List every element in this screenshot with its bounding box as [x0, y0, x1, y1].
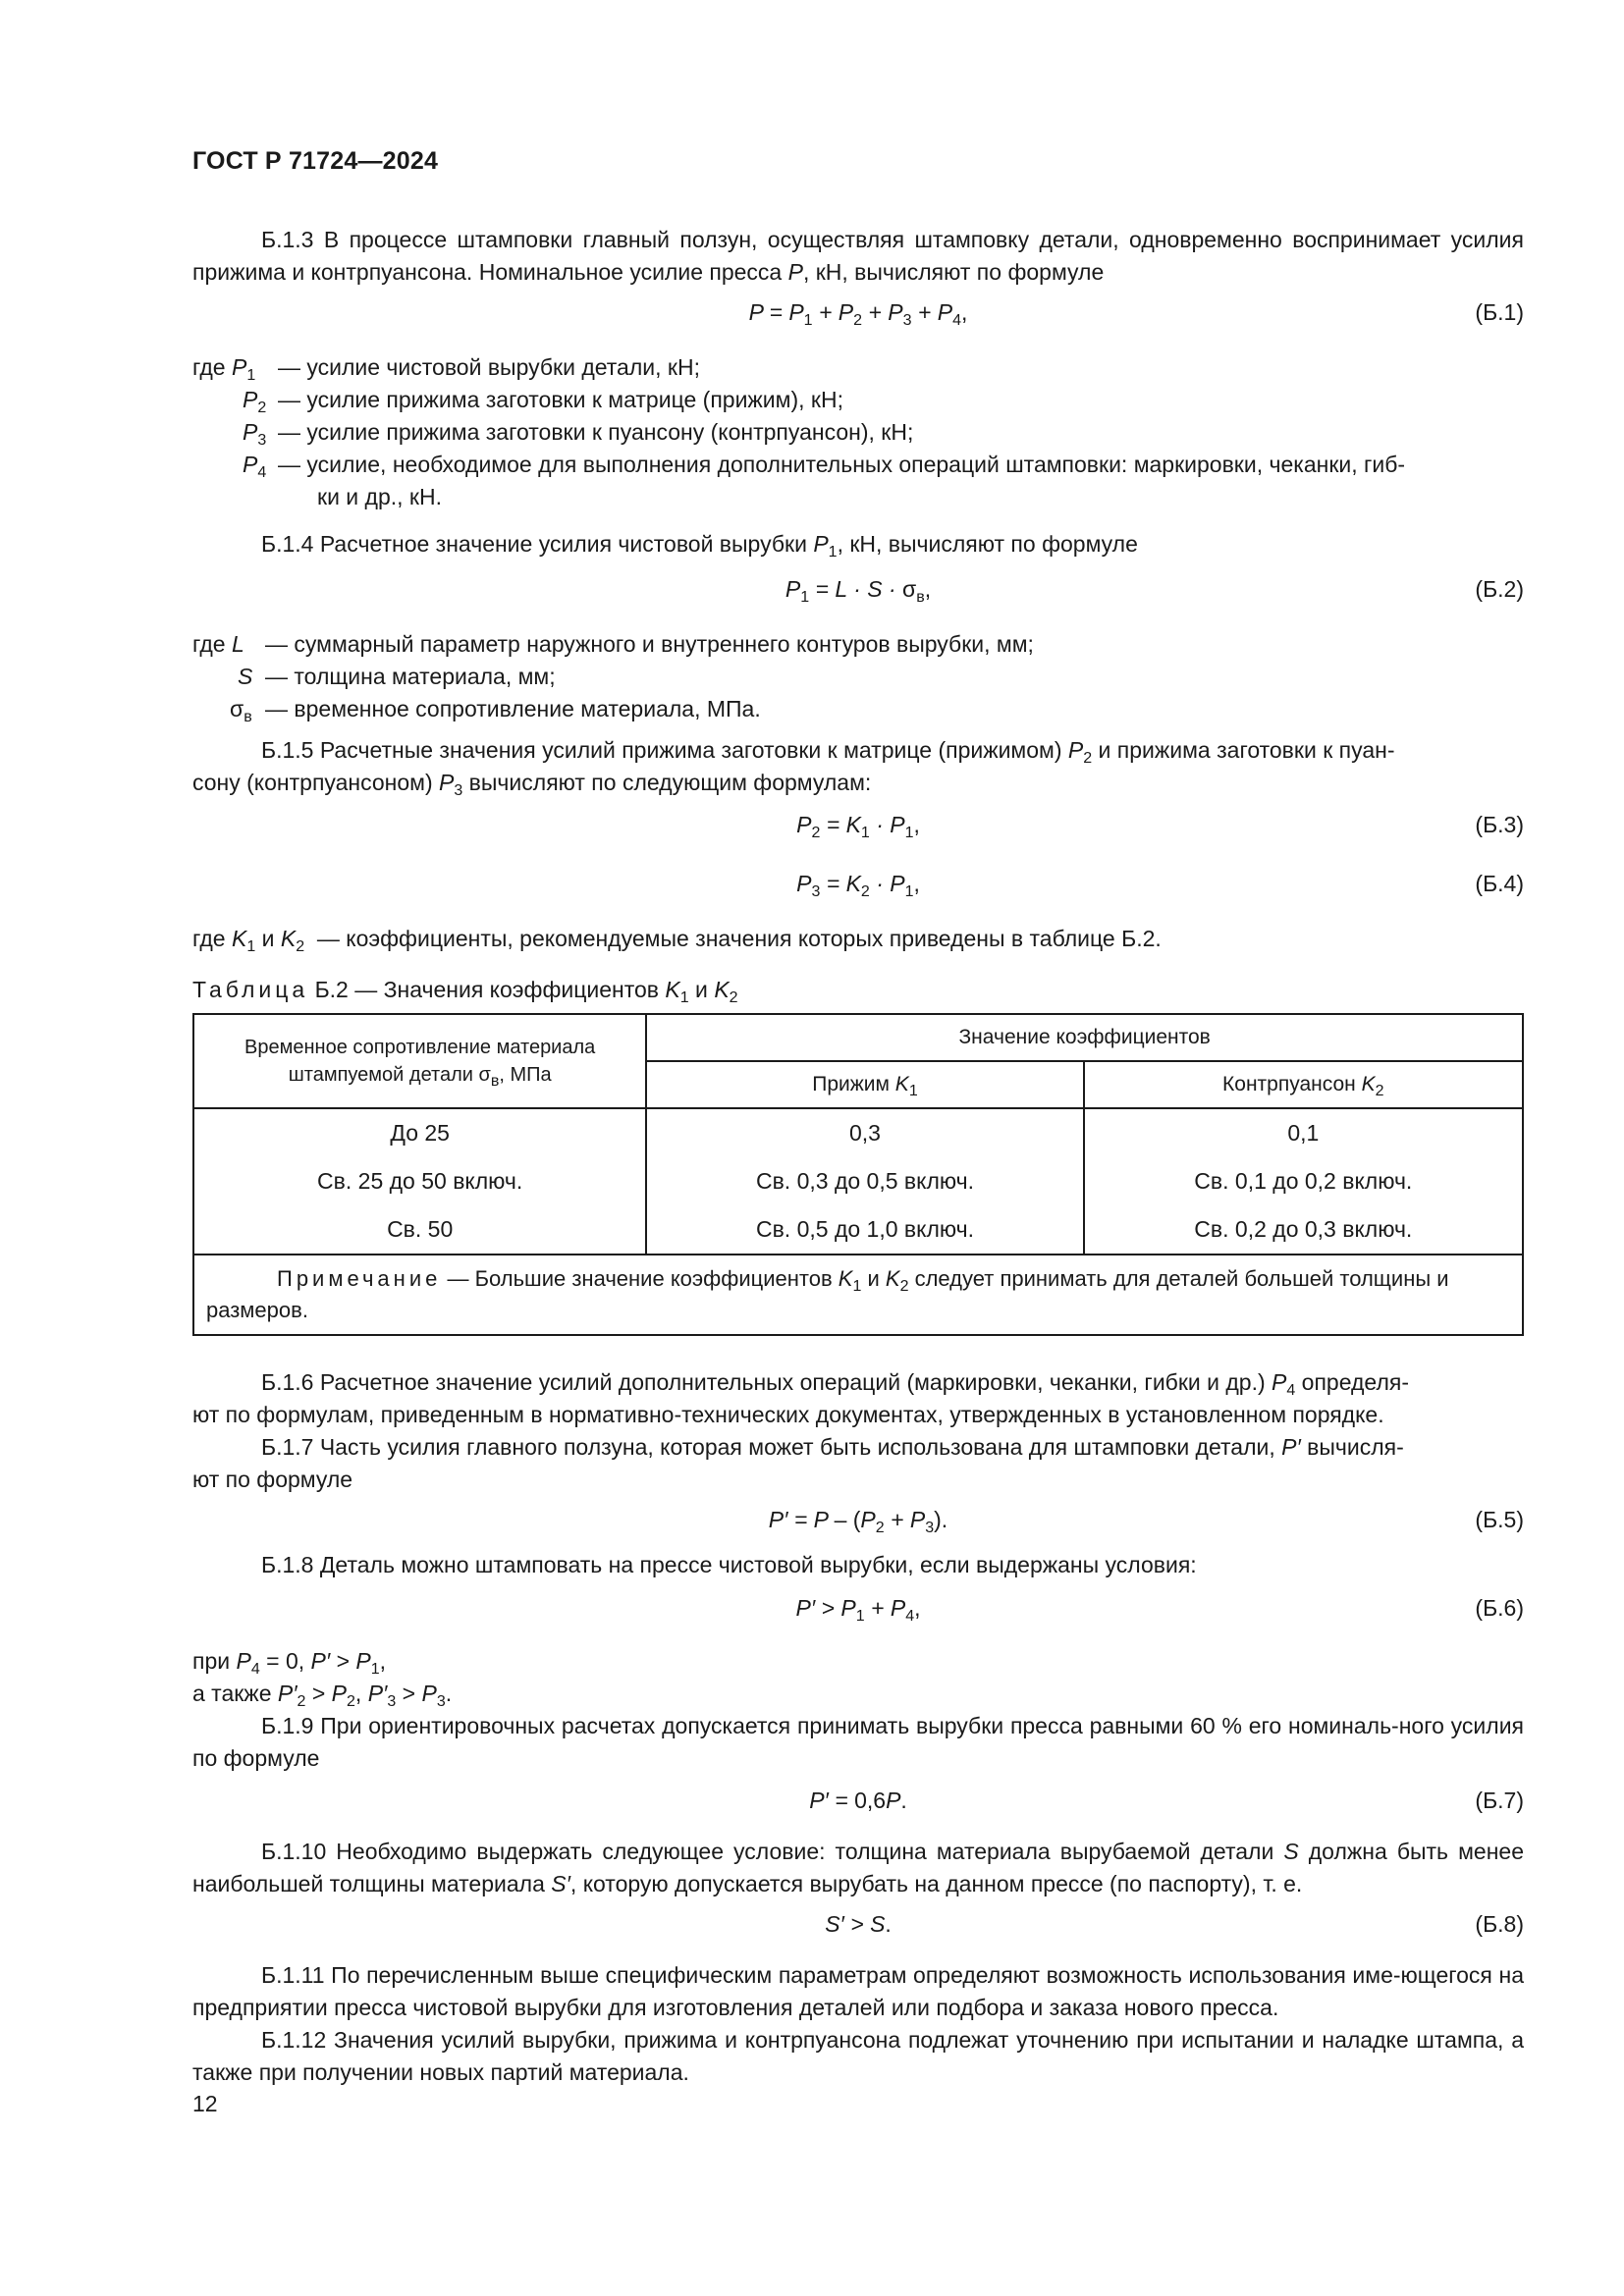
- table-note-row: [193, 1255, 1523, 1335]
- paragraph-b18: Б.1.8 Деталь можно штамповать на прессе чистовой вырубки, если выдержаны условия:: [261, 1552, 1197, 1577]
- coefficients-table: [192, 1013, 1524, 1336]
- paragraph-b111: Б.1.11 По перечисленным выше специфическим параметрам определяют возможность использования име-ющегося на предприятии пресса чистовой вырубки для изготовления деталей или подбора и заказа нового пресса.: [192, 1962, 1524, 2020]
- paragraph-b15: Б.1.5 Расчетные значения усилий прижима заготовки к матрице (прижимом) $P_2$ и прижима заготовки к пуан-: [261, 737, 1395, 767]
- paragraph-b17: Б.1.7 Часть усилия главного ползуна, которая может быть использована для штамповки детали, P′ вычисля-: [261, 1434, 1404, 1460]
- formula-b5: $P' = P - (P_2 + P_3)$. (Б.5): [192, 1502, 1524, 1537]
- formula-number: (Б.2): [1475, 576, 1524, 602]
- table-row: Св. 50 Св. 0,5 до 1,0 включ. Св. 0,2 до 0,3 включ.: [193, 1205, 1523, 1255]
- table-header-group: Значение коэффициентов: [646, 1014, 1523, 1061]
- formula-number: (Б.8): [1475, 1911, 1524, 1937]
- page-number: 12: [192, 2091, 218, 2116]
- table-header-col2: Прижим $K_1$: [646, 1061, 1083, 1108]
- formula-number: (Б.1): [1475, 299, 1524, 325]
- formula-b6: $P' > P_1 + P_4$, (Б.6): [192, 1590, 1524, 1626]
- paragraph-b15-line2: сону (контрпуансоном) $P_3$ вычисляют по следующим формулам:: [192, 770, 872, 799]
- table-row: Св. 25 до 50 включ. Св. 0,3 до 0,5 включ. Св. 0,1 до 0,2 включ.: [193, 1157, 1523, 1205]
- formula-number: (Б.3): [1475, 812, 1524, 837]
- formula-b4: $P_3 = K_2 \cdot P_1$, (Б.4): [192, 866, 1524, 901]
- formula-b2: $P_1 = L \cdot S \cdot \sigma_в$, (Б.2): [192, 571, 1524, 607]
- formula-b7: P′ = 0,6P. (Б.7): [192, 1783, 1524, 1818]
- where-list-3: где $K_1$ и $K_2$ — коэффициенты, рекомендуемые значения которых приведены в таблице Б.2.: [192, 926, 1162, 955]
- paragraph-b17-line2: ют по формуле: [192, 1467, 353, 1492]
- formula-b3: $P_2 = K_1 \cdot P_1$, (Б.3): [192, 807, 1524, 842]
- paragraph-b112: Б.1.12 Значения усилий вырубки, прижима и контрпуансона подлежат уточнению при испытании и наладке штампа, а также при получении новых партий материала.: [192, 2027, 1524, 2085]
- paragraph-b19: Б.1.9 При ориентировочных расчетах допускается принимать вырубки пресса равными 60 % его номиналь-ного усилия по формуле: [192, 1713, 1524, 1771]
- paragraph-b16: Б.1.6 Расчетное значение усилий дополнительных операций (маркировки, чеканки, гибки и др.) $P_4$ определя-: [261, 1369, 1409, 1399]
- table-caption: Таблица Б.2 — Значения коэффициентов $K_1$ и $K_2$: [192, 977, 738, 1006]
- document-header: ГОСТ Р 71724—2024: [192, 147, 439, 175]
- table-note: Примечание — Большие значение коэффициентов $K_1$ и $K_2$ следует принимать для деталей большей толщины и размеров.: [193, 1255, 1523, 1335]
- table-row: До 25 0,3 0,1: [193, 1108, 1523, 1157]
- formula-number: (Б.6): [1475, 1595, 1524, 1621]
- condition-line-1: при $P_4 = 0$, $P' > P_1$,: [192, 1648, 387, 1678]
- formula-number: (Б.5): [1475, 1507, 1524, 1532]
- formula-b1: $P = P_1 + P_2 + P_3 + P_4$, (Б.1): [192, 294, 1524, 330]
- paragraph-b110: Б.1.10 Необходимо выдержать следующее условие: толщина материала вырубаемой детали S должна быть менее наибольшей толщины материала S′, которую допускается вырубать на данном прессе (по паспорту), т. е.: [192, 1839, 1524, 1896]
- paragraph-b16-line2: ют по формулам, приведенным в нормативно-технических документах, утвержденных в установленном порядке.: [192, 1402, 1384, 1427]
- paragraph-b14: Б.1.4 Расчетное значение усилия чистовой вырубки $P_1$, кН, вычисляют по формуле: [261, 531, 1138, 561]
- table-header-col3: Контрпуансон $K_2$: [1084, 1061, 1523, 1108]
- formula-number: (Б.4): [1475, 871, 1524, 896]
- paragraph-b13: Б.1.3 В процессе штамповки главный ползун, осуществляя штамповку детали, одновременно воспринимает усилия прижима и контрпуансона. Номинальное усилие пресса P, кН, вычисляют по формуле: [192, 227, 1524, 285]
- condition-line-2: а также $P'_2 > P_2$, $P'_3 > P_3$.: [192, 1681, 453, 1710]
- table-header-col1: Временное сопротивление материала штампуемой детали $\sigma_в$, МПа: [193, 1014, 646, 1108]
- formula-b8: S′ > S. (Б.8): [192, 1906, 1524, 1942]
- formula-number: (Б.7): [1475, 1788, 1524, 1813]
